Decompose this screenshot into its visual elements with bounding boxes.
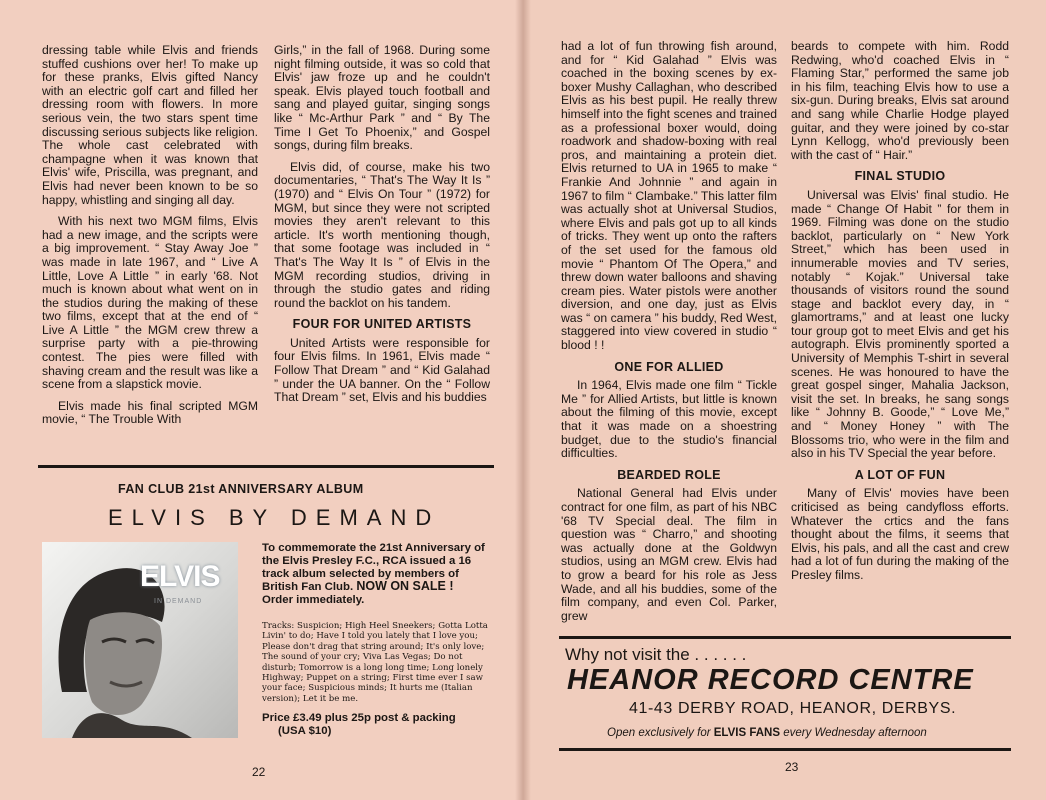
- heanor-ad-intro: Why not visit the . . . . . .: [565, 645, 747, 664]
- paragraph: Elvis made his final scripted MGM movie, “ The Trouble With: [42, 398, 258, 427]
- paragraph: beards to compete with him. Rodd Redwing, who'd coached Elvis in “ Flaming Star,” performed the same job in his film, teaching Elvis how to use a six-gun. During breaks, Elvis sat around and sang while Charlie Hodge played guitar, and they were joined by co-star Lynn Kellogg, who'd previously been with the cast of “ Hair.”: [791, 39, 1009, 162]
- section-heading: A LOT OF FUN: [854, 467, 946, 482]
- divider: [559, 636, 1011, 639]
- ad-order: Order immediately.: [262, 594, 365, 607]
- paragraph: In 1964, Elvis made one film “ Tickle Me ” for Allied Artists, but little is known about the filming of this movie, except that it was made on a shoestring budget, due to the studio's financial difficulties.: [561, 378, 777, 461]
- paragraph: dressing table while Elvis and friends stuffed cushions over her! To make up for these pranks, Elvis gifted Nancy with an electric golf cart and filled her dressing room with flowers. In more serious vein, the two stars spent time discussing serious subjects like religion. The whole cast celebrated with champagne when it was known that Elvis' wife, Priscilla, was pregnant, and Elvis had never been known to be so happy, whistling and singing all day.: [42, 43, 258, 207]
- paragraph: had a lot of fun throwing fish around, and for “ Kid Galahad ” Elvis was coached in the boxing scenes by ex-boxer Mushy Callaghan, who described Elvis as his best pupil. He really threw himself into the fight scenes and trained as a professional boxer would, doing roadwork and shadow-boxing with real pros, and maintaining a protein diet. Elvis returned to UA in 1965 to make “ Frankie And Johnnie ” and again in 1967 to film “ Clambake.” This latter film was actually shot at Universal Studios, where Elvis and pals got up to all kinds of tricks. They went up onto the rafters of the set used for the famous old movie “ Phantom Of The Opera,” and threw down water balloons and shaving cream pies. Water pistols were another diversion, and one day, just as Elvis was “ on camera ” his buddy, Red West, staggered into view covered in studio “ blood ! !: [561, 39, 777, 353]
- ad-headline: FAN CLUB 21st ANNIVERSARY ALBUM: [118, 482, 364, 496]
- hours-bold: ELVIS FANS: [713, 727, 780, 739]
- ad-track-list: Tracks: Suspicion; High Heel Sneekers; Gotta Lotta Livin' to do; Have I told you lately that I love you; Please don't drag that string around; It's only love; The sound of your cry; Viva Las Vegas; Do not disturb; Tomorrow is a long long time; Long lonely Highway; Puppet on a string; First time ever I saw your face; Suspicious minds; It hurts me (Italian version); Let it be me.: [262, 621, 488, 704]
- album-cover: [42, 542, 238, 738]
- right-page: [523, 0, 1046, 800]
- ad-price: [262, 712, 490, 738]
- page-number: 22: [252, 765, 266, 779]
- right-column-2: [791, 40, 1009, 591]
- hours-post: every Wednesday afternoon: [783, 727, 927, 739]
- section-heading: FINAL STUDIO: [854, 169, 946, 184]
- price-usa: (USA $10): [278, 724, 332, 737]
- paragraph: With his next two MGM films, Elvis had a new image, and the scripts were a big improvement. “ Stay Away Joe ” was made in late 1967, and “ Live A Little, Love A Little ” in early '68. Not much is known about what went on in the studios during the making of these two films, except that at the end of “ Live A Little ” the MGM crew threw a surprise party with a pie-throwing contest. The pies were filled with shaving cream and the result was like a scene from a slapstick movie.: [42, 214, 258, 392]
- heanor-ad-hours: [607, 727, 927, 739]
- section-heading: FOUR FOR UNITED ARTISTS: [292, 317, 472, 332]
- ad-copy: [262, 542, 490, 607]
- paragraph: Universal was Elvis' final studio. He made “ Change Of Habit ” for them in 1969. Filming was done on the studio backlot, particularly on “ New York Street,” which has been used in innumerable movies and TV series, notably “ Kojak.” Universal take thousands of visitors round the sound stage and backlot every day, in “ glamortrams,” and at least one lucky tour group got to meet Elvis and get his autograph. Elvis prominently sported a University of Memphis T-shirt in several scenes. He was honoured to have the great gospel singer, Mahalia Jackson, visit the set. In breaks, he sang songs like “ Johnny B. Goode,” “ Love Me,” and “ Money Honey ” with The Blossoms trio, who were in the film and also in his TV Special the year before.: [791, 187, 1009, 461]
- divider: [559, 748, 1011, 751]
- paragraph: National General had Elvis under contract for one film, as part of his NBC '68 TV Special deal. The film in question was “ Charro,” and shooting was actually done at the Goldwyn studios, using an MGM crew. Elvis had to grow a beard for his role as Jess Wade, and all his buddies, some of the film company, and even Col. Parker, grew: [561, 486, 777, 623]
- album-subtitle: IN DEMAND: [154, 598, 203, 605]
- page-number: 23: [785, 760, 799, 774]
- binding-gutter: [515, 0, 531, 800]
- section-heading: BEARDED ROLE: [617, 467, 721, 482]
- ad-copy-text: To commemorate the 21st Anniversary of the Elvis Presley F.C., RCA issued a 16 track album selected by members of British Fan Club.: [262, 542, 485, 594]
- right-column-1: [561, 40, 777, 631]
- left-column-1: [42, 44, 258, 435]
- paragraph: Girls,” in the fall of 1968. During some night filming outside, it was so cold that Elvis' jaw froze up and he couldn't speak. Elvis played touch football and sang and played guitar, singing songs like “ Mc-Arthur Park ” and “ By The Time I Get To Phoenix,” and Gospel songs, during film breaks.: [274, 43, 490, 153]
- album-logo: ELVIS: [140, 560, 220, 593]
- price-text: Price £3.49 plus 25p post & packing: [262, 712, 456, 724]
- paragraph: United Artists were responsible for four Elvis films. In 1961, Elvis made “ Follow That Dream ” and “ Kid Galahad ” under the UA banner. On the “ Follow That Dream ” set, Elvis and his buddies: [274, 335, 490, 405]
- paragraph: Many of Elvis' movies have been criticised as being candyfloss efforts. Whatever the crtics and the fans thought about the films, it seems that Elvis, his pals, and all the cast and crew had a lot of fun during the making of the Presley films.: [791, 486, 1009, 582]
- section-heading: ONE FOR ALLIED: [614, 359, 724, 374]
- left-column-2: [274, 44, 490, 413]
- heanor-ad-address: 41-43 DERBY ROAD, HEANOR, DERBYS.: [629, 700, 957, 717]
- hours-pre: Open exclusively for: [607, 727, 711, 739]
- ad-sale: NOW ON SALE !: [356, 579, 454, 594]
- ad-title: ELVIS BY DEMAND: [108, 505, 441, 530]
- divider: [38, 465, 494, 468]
- heanor-ad-name: HEANOR RECORD CENTRE: [567, 664, 974, 696]
- paragraph: Elvis did, of course, make his two documentaries, “ That's The Way It Is ” (1970) and “ Elvis On Tour ” (1972) for MGM, but since they were not scripted movies they aren't relevant to this article. It's worth mentioning though, that some footage was included in “ That's The Way It Is ” of Elvis in the MGM recording studios, driving in through the studio gates and riding round the backlot on his tandem.: [274, 159, 490, 310]
